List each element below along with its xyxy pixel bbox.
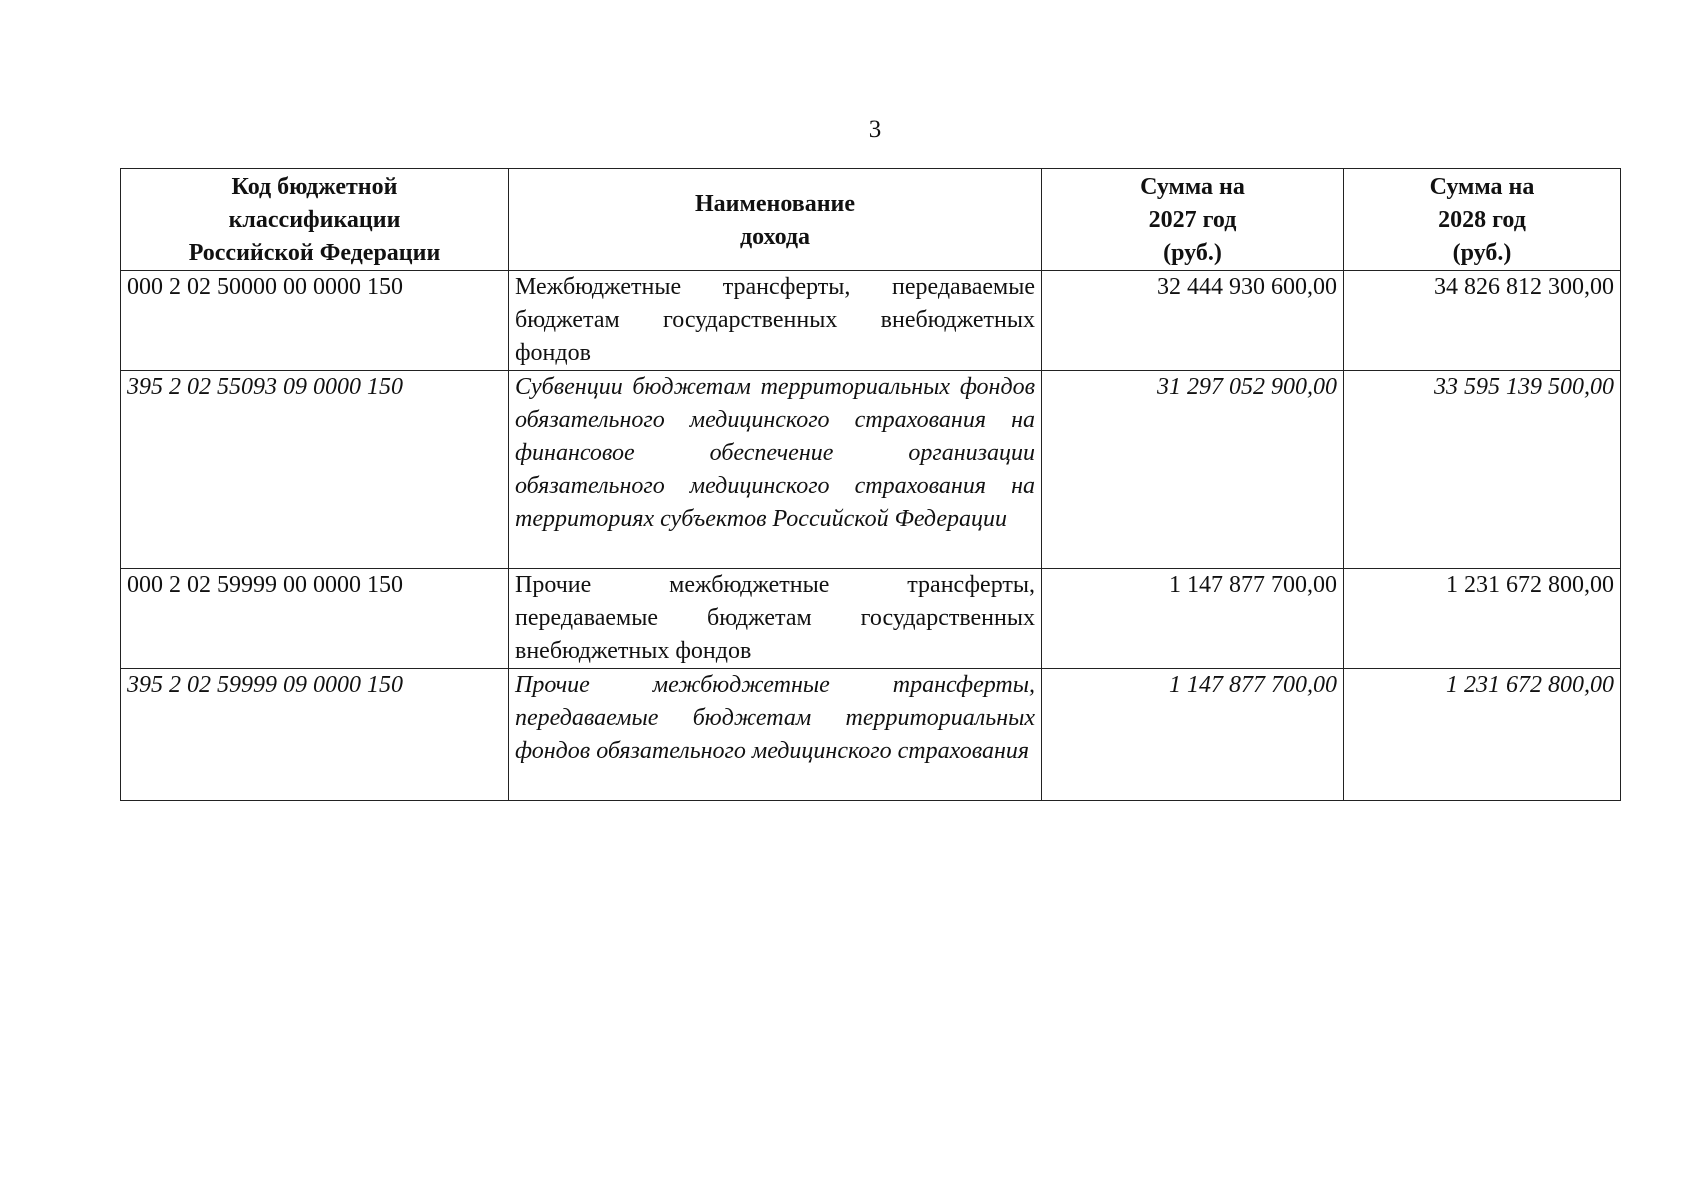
table-row: [121, 271, 1621, 371]
budget-revenue-table: [120, 168, 1621, 801]
cell-code: 000 2 02 59999 00 0000 150: [121, 569, 509, 669]
cell-name: Прочие межбюджетные трансферты, передаваемые бюджетам государственных внебюджетных фондов: [509, 569, 1042, 669]
cell-sum-2027: 1 147 877 700,00: [1042, 669, 1344, 801]
header-sum-2027-line: (руб.): [1163, 240, 1222, 266]
page-number: 3: [868, 116, 882, 143]
header-code-line: классификации: [228, 207, 401, 233]
header-name-line: Наименование: [695, 190, 855, 217]
cell-sum-2027: 32 444 930 600,00: [1042, 271, 1344, 371]
cell-sum-2028: 33 595 139 500,00: [1344, 371, 1621, 569]
cell-name: Межбюджетные трансферты, передаваемые бюджетам государственных внебюджетных фондов: [509, 271, 1042, 371]
header-sum-2028: [1344, 169, 1621, 271]
cell-sum-2028: 34 826 812 300,00: [1344, 271, 1621, 371]
header-sum-2028-line: 2028 год: [1438, 207, 1526, 233]
header-sum-2028-line: Сумма на: [1429, 174, 1535, 200]
header-sum-2027-line: Сумма на: [1140, 174, 1245, 200]
cell-code: 000 2 02 50000 00 0000 150: [121, 271, 509, 371]
table-row: [121, 371, 1621, 569]
cell-code: 395 2 02 59999 09 0000 150: [121, 669, 509, 801]
cell-sum-2028: 1 231 672 800,00: [1344, 669, 1621, 801]
header-sum-2027: [1042, 169, 1344, 271]
cell-name: Субвенции бюджетам территориальных фондов обязательного медицинского страхования на финансовое обеспечение организации обязательного медицинского страхования на территориях субъектов Российской Федерации: [509, 371, 1042, 569]
header-name: [509, 169, 1042, 271]
header-code: [121, 169, 509, 271]
cell-sum-2028: 1 231 672 800,00: [1344, 569, 1621, 669]
table-row: [121, 669, 1621, 801]
table-row: [121, 569, 1621, 669]
cell-name: Прочие межбюджетные трансферты, передаваемые бюджетам территориальных фондов обязательного медицинского страхования: [509, 669, 1042, 801]
header-sum-2028-line: (руб.): [1452, 240, 1512, 266]
table-header-row: [121, 169, 1621, 271]
header-code-line: Код бюджетной: [231, 174, 398, 200]
header-code-line: Российской Федерации: [188, 240, 441, 266]
cell-sum-2027: 1 147 877 700,00: [1042, 569, 1344, 669]
header-sum-2027-line: 2027 год: [1148, 207, 1237, 233]
cell-sum-2027: 31 297 052 900,00: [1042, 371, 1344, 569]
cell-code: 395 2 02 55093 09 0000 150: [121, 371, 509, 569]
header-name-line: дохода: [739, 223, 811, 250]
